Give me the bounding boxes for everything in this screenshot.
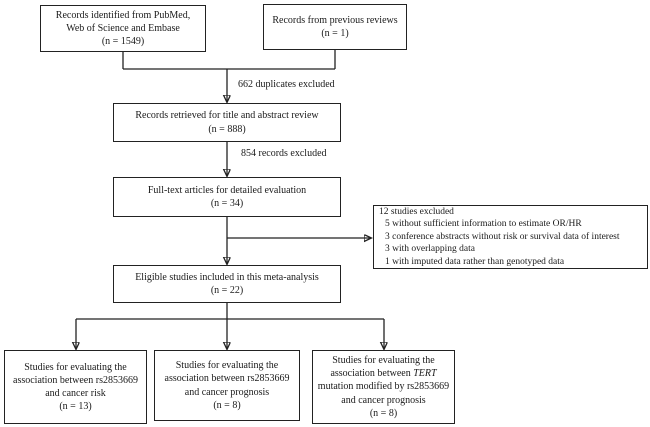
box-text-line: Studies for evaluating the bbox=[24, 361, 127, 373]
box-text-line: Eligible studies included in this meta-analysis bbox=[135, 271, 319, 283]
box-records-previous-reviews bbox=[263, 4, 407, 50]
box-text-line: (n = 1) bbox=[321, 28, 349, 39]
box-text-line: 3 conference abstracts without risk or survival data of interest bbox=[385, 231, 620, 242]
box-text-segment: association between bbox=[330, 368, 414, 380]
box-text-line: Records identified from PubMed, bbox=[55, 9, 191, 21]
box-text-line: and cancer prognosis bbox=[184, 386, 270, 398]
box-studies-cancer-risk bbox=[4, 350, 147, 424]
box-text-line: (n = 13) bbox=[59, 401, 92, 413]
box-text-line: and cancer risk bbox=[45, 388, 106, 399]
box-text-line: Studies for evaluating the bbox=[175, 360, 279, 372]
tert-gene-italic: TERT bbox=[413, 368, 437, 380]
edge-label-duplicates-excluded: 662 duplicates excluded bbox=[238, 79, 335, 90]
box-text-line: Records from previous reviews bbox=[272, 14, 398, 26]
box-eligible-studies bbox=[113, 265, 341, 303]
box-text-line: (n = 1549) bbox=[101, 36, 145, 48]
box-text-line: 1 with imputed data rather than genotyped data bbox=[385, 256, 565, 267]
box-studies-cancer-prognosis bbox=[154, 350, 300, 421]
box-text-line: (n = 8) bbox=[369, 407, 398, 419]
box-text-line: (n = 888) bbox=[208, 123, 246, 135]
box-text-line: (n = 8) bbox=[213, 399, 241, 411]
edge-label-records-excluded: 854 records excluded bbox=[241, 148, 327, 159]
box-text-line bbox=[330, 367, 436, 380]
box-text-line: association between rs2853669 bbox=[164, 373, 290, 385]
box-studies-excluded-detail bbox=[373, 205, 648, 269]
box-text-line: 5 without sufficient information to estimate OR/HR bbox=[385, 219, 582, 230]
box-text-line: Web of Science and Embase bbox=[66, 22, 180, 34]
box-text-line: association between rs2853669 bbox=[13, 374, 138, 386]
box-text-line: 3 with overlapping data bbox=[385, 244, 475, 255]
box-text-line: (n = 22) bbox=[210, 285, 244, 296]
box-text-line: Records retrieved for title and abstract review bbox=[135, 110, 319, 122]
box-fulltext-articles bbox=[113, 177, 341, 217]
box-records-retrieved bbox=[113, 103, 341, 142]
box-text-line: Full-text articles for detailed evaluation bbox=[147, 184, 307, 196]
box-text-line: mutation modified by rs2853669 bbox=[317, 381, 450, 393]
box-text-line: and cancer prognosis bbox=[341, 394, 426, 406]
box-studies-tert-mutation bbox=[312, 350, 455, 424]
box-text-line: (n = 34) bbox=[210, 198, 244, 209]
box-text-line: 12 studies excluded bbox=[379, 207, 454, 218]
box-text-line: Studies for evaluating the bbox=[332, 355, 435, 367]
box-records-identified bbox=[40, 5, 206, 52]
